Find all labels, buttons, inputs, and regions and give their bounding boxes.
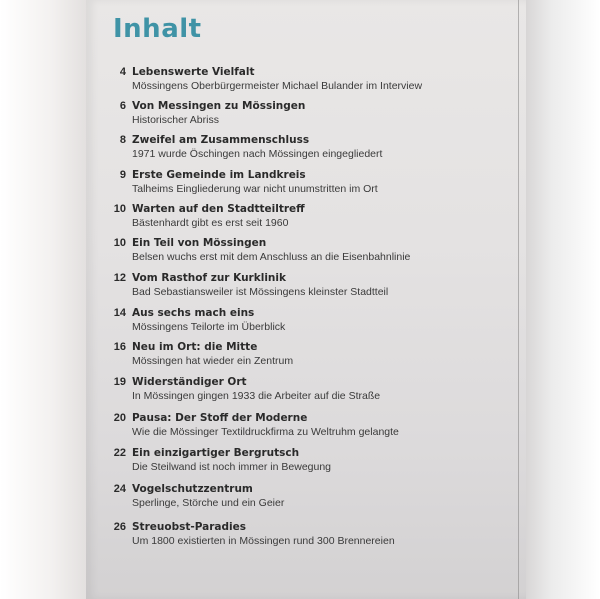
background-left: [0, 0, 86, 599]
entry-subtitle: Historischer Abriss: [132, 114, 219, 126]
page-title: Inhalt: [113, 14, 202, 44]
entry-subtitle: Bad Sebastiansweiler ist Mössingens kleinster Stadtteil: [132, 286, 389, 298]
entry-subtitle: Mössingen hat wieder ein Zentrum: [132, 355, 294, 367]
toc-entry: [96, 447, 506, 483]
page-number: 9: [119, 169, 126, 181]
entry-subtitle: Mössingens Oberbürgermeister Michael Bulander im Interview: [132, 80, 423, 92]
background-right: [526, 0, 600, 599]
page-number: 22: [113, 447, 126, 459]
entry-heading: Pausa: Der Stoff der Moderne: [132, 412, 308, 424]
page-number: 26: [113, 521, 126, 533]
toc-entry: [96, 307, 506, 343]
page-number: 16: [113, 341, 126, 353]
entry-subtitle: Talheims Eingliederung war nicht unumstritten im Ort: [132, 183, 378, 195]
page-edge: [518, 0, 519, 599]
toc-entry: [96, 203, 506, 239]
entry-subtitle: Um 1800 existierten in Mössingen rund 300 Brennereien: [132, 535, 395, 547]
toc-entry: [96, 521, 506, 557]
entry-subtitle: Belsen wuchs erst mit dem Anschluss an die Eisenbahnlinie: [132, 251, 411, 263]
entry-heading: Lebenswerte Vielfalt: [132, 66, 255, 78]
entry-heading: Vom Rasthof zur Kurklinik: [132, 272, 286, 284]
toc-entry: [96, 100, 506, 136]
entry-heading: Ein einzigartiger Bergrutsch: [132, 447, 300, 459]
entry-subtitle: Bästenhardt gibt es erst seit 1960: [132, 217, 289, 229]
entry-subtitle: In Mössingen gingen 1933 die Arbeiter auf die Straße: [132, 390, 381, 402]
entry-heading: Zweifel am Zusammenschluss: [132, 134, 310, 146]
page-number: 19: [113, 376, 126, 388]
toc-entry: [96, 66, 506, 102]
entry-subtitle: 1971 wurde Öschingen nach Mössingen eingegliedert: [132, 148, 383, 160]
page-number: 10: [113, 203, 126, 215]
entry-heading: Warten auf den Stadtteiltreff: [132, 203, 305, 215]
entry-heading: Ein Teil von Mössingen: [132, 237, 267, 249]
entry-heading: Neu im Ort: die Mitte: [132, 341, 258, 353]
toc-entry: [96, 483, 506, 519]
entry-heading: Vogelschutzzentrum: [132, 483, 253, 495]
page-number: 20: [113, 412, 126, 424]
page-number: 14: [113, 307, 126, 319]
entry-subtitle: Sperlinge, Störche und ein Geier: [132, 497, 285, 509]
toc-entry: [96, 237, 506, 273]
toc-entry: [96, 169, 506, 205]
toc-entry: [96, 272, 506, 308]
page-number: 12: [113, 272, 126, 284]
page-number: 8: [119, 134, 126, 146]
entry-heading: Aus sechs mach eins: [132, 307, 255, 319]
toc-entry: [96, 341, 506, 377]
entry-heading: Widerständiger Ort: [132, 376, 247, 388]
entry-heading: Erste Gemeinde im Landkreis: [132, 169, 306, 181]
page-number: 6: [119, 100, 126, 112]
page-number: 10: [113, 237, 126, 249]
entry-heading: Von Messingen zu Mössingen: [132, 100, 306, 112]
entry-subtitle: Die Steilwand ist noch immer in Bewegung: [132, 461, 332, 473]
page-number: 24: [113, 483, 126, 495]
entry-subtitle: Wie die Mössinger Textildruckfirma zu Weltruhm gelangte: [132, 426, 399, 438]
toc-entry: [96, 376, 506, 412]
entry-subtitle: Mössingens Teilorte im Überblick: [132, 321, 286, 333]
toc-entry: [96, 412, 506, 448]
toc-entry: [96, 134, 506, 170]
entry-heading: Streuobst-Paradies: [132, 521, 246, 533]
page-number: 4: [119, 66, 126, 78]
